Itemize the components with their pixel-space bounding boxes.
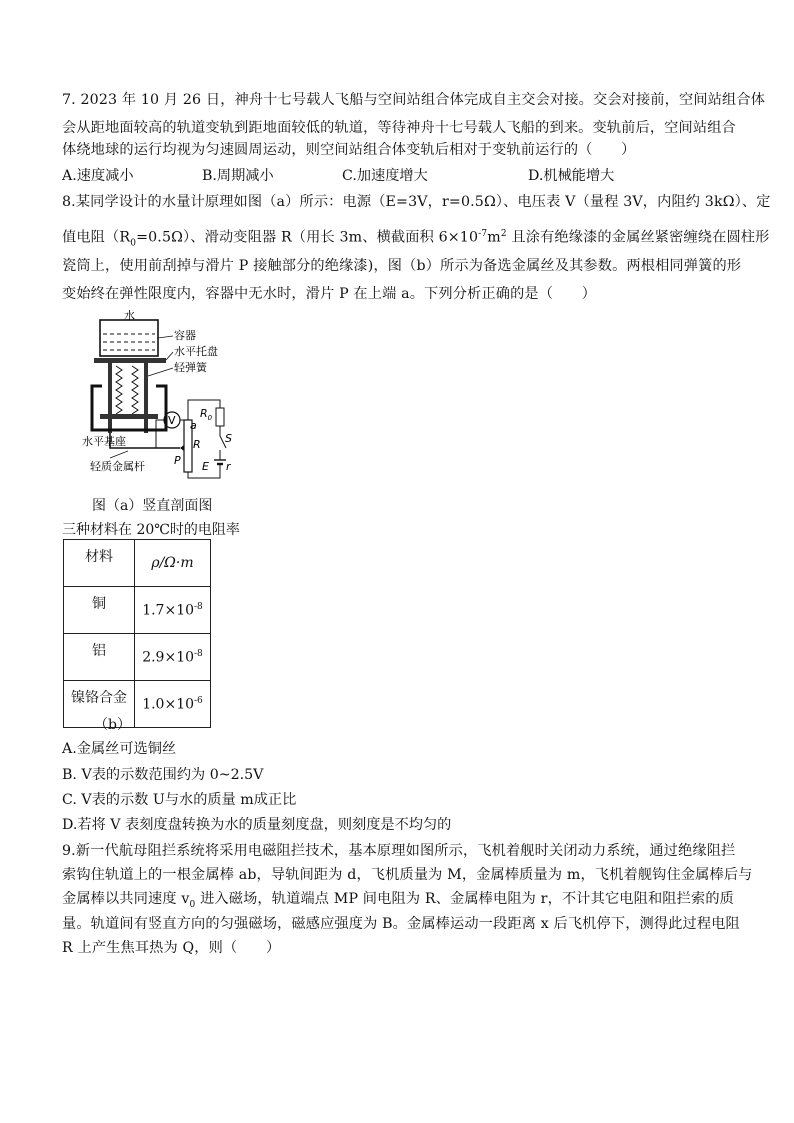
q7-option-d[interactable]: D.机械能增大	[528, 168, 615, 184]
resistor-r0	[216, 408, 224, 426]
container-outline	[100, 320, 158, 356]
q8-line2-part-c: m	[487, 229, 501, 246]
label-container: 容器	[174, 329, 196, 342]
material-aluminum: 铝	[64, 634, 135, 681]
leader-tray	[166, 352, 173, 360]
q7-stem-line2: 会从距地面较高的轨道变轨到距地面较低的轨道，等待神舟十七号载人飞船的到来。变轨前后，空间站组合	[62, 120, 736, 136]
q8-stem-line1: 8.某同学设计的水量计原理如图（a）所示：电源（E=3V，r=0.5Ω）、电压表 V（量程 3V，内阻约 3kΩ）、定	[62, 194, 771, 210]
table-header-row	[64, 540, 211, 587]
label-rod: 轻质金属杆	[90, 460, 145, 473]
label-tray: 水平托盘	[174, 345, 218, 358]
q8-line2-part-a: 值电阻（R	[62, 229, 131, 246]
figure-caption: 图（a）竖直剖面图	[92, 498, 213, 514]
rho-copper-exp: -8	[194, 601, 203, 612]
slider-p	[180, 445, 184, 451]
q8-line2-exp2: 2	[500, 229, 507, 239]
q8-line2-sub: 0	[130, 238, 137, 249]
q8-line2-exp: -7	[478, 229, 488, 239]
label-base: 水平基座	[82, 435, 126, 448]
q8-choice-b[interactable]: B. V表的示数范围约为 0~2.5V	[62, 767, 264, 783]
rho-nichrome-mantissa: 1.0×10	[142, 696, 195, 713]
material-nichrome: 镍铬合金	[64, 681, 135, 728]
q8-stem-line3: 瓷筒上，使用前刮掉与滑片 P 接触部分的绝缘漆)，图（b）所示为备选金属丝及其参数。两根相同弹簧的形	[62, 258, 742, 274]
horizontal-base	[92, 386, 166, 430]
rho-copper	[135, 587, 211, 634]
rho-copper-mantissa: 1.7×10	[142, 602, 195, 619]
table-row	[64, 634, 211, 681]
q8-choice-a[interactable]: A.金属丝可选铜丝	[62, 741, 177, 757]
q8-stem-line2	[62, 224, 770, 254]
q7-stem-line1: 7. 2023 年 10 月 26 日，神舟十七号载人飞船与空间站组合体完成自主交会对接。交会对接前，空间站组合体	[62, 92, 766, 108]
label-voltmeter: V	[168, 414, 176, 427]
q7-option-c[interactable]: C.加速度增大	[342, 168, 428, 184]
leader-rod	[110, 451, 128, 458]
q8-choice-d[interactable]: D.若将 V 表刻度盘转换为水的质量刻度盘，则刻度是不均匀的	[62, 817, 452, 833]
rod-left	[108, 363, 112, 433]
q9-stem-line5: R 上产生焦耳热为 Q，则（ ）	[62, 940, 281, 956]
q7-option-a[interactable]: A.速度减小	[62, 168, 134, 184]
table-caption: （b）	[94, 717, 131, 733]
q7-stem-line3: 体绕地球的运行均视为匀速圆周运动，则空间站组合体变轨后相对于变轨前运行的（ ）	[62, 142, 636, 158]
q9-stem-line1: 9.新一代航母阻拦系统将采用电磁阻拦技术，基本原理如图所示，飞机着舰时关闭动力系统，通过绝缘阻拦	[62, 843, 736, 859]
q9-line3-part-b: 进入磁场，轨道端点 MP 间电阻为 R、金属棒电阻为 r，不计其它电阻和阻拦索的质	[195, 891, 734, 907]
header-rho	[135, 540, 211, 587]
base-plate	[100, 414, 158, 419]
rho-aluminum-exp: -8	[194, 648, 203, 659]
label-r-internal: r	[226, 460, 231, 473]
label-e: E	[202, 460, 209, 473]
water-meter-diagram	[82, 308, 258, 496]
label-p: P	[174, 454, 181, 467]
horizontal-tray	[94, 358, 166, 363]
rho-aluminum	[135, 634, 211, 681]
leader-container	[158, 336, 173, 338]
q9-line3-part-a: 金属棒以共同速度 v	[62, 891, 190, 907]
material-copper: 铜	[64, 587, 135, 634]
header-material: 材料	[64, 540, 135, 587]
q7-option-b[interactable]: B.周期减小	[202, 168, 274, 184]
label-water: 水	[124, 309, 135, 322]
leader-spring	[148, 368, 173, 376]
label-r: R	[193, 438, 201, 451]
table-row	[64, 681, 211, 728]
rho-nichrome	[135, 681, 211, 728]
spring-left	[116, 366, 122, 414]
q8-line2-part-d: 且涂有绝缘漆的金属丝紧密缠绕在圆柱形	[506, 229, 770, 246]
q9-stem-line3	[62, 889, 734, 915]
voltmeter-wire-left	[156, 420, 164, 448]
rho-nichrome-exp: -6	[194, 695, 203, 706]
rod-right	[144, 363, 148, 433]
table-row	[64, 587, 211, 634]
rho-aluminum-mantissa: 2.9×10	[142, 649, 195, 666]
q8-line2-part-b: =0.5Ω）、滑动变阻器 R（用长 3m、横截面积 6×10	[136, 229, 479, 246]
label-spring: 轻弹簧	[174, 361, 207, 374]
q8-stem-line4: 变始终在弹性限度内，容器中无水时，滑片 P 在上端 a。下列分析正确的是（ ）	[62, 286, 597, 302]
label-a: a	[190, 419, 197, 432]
q8-choice-c[interactable]: C. V表的示数 U与水的质量 m成正比	[62, 792, 297, 808]
label-r0: $R_0$	[200, 407, 213, 422]
q9-line3-sub: 0	[189, 899, 196, 910]
table-title: 三种材料在 20℃时的电阻率	[62, 522, 240, 538]
q9-stem-line2: 索钩住轨道上的一根金属棒 ab，导轨间距为 d，飞机质量为 M，金属棒质量为 m，飞机着舰钩住金属棒后与	[62, 867, 753, 883]
label-s: S	[225, 432, 232, 445]
resistivity-table	[63, 539, 211, 728]
header-rho-text: ρ/Ω·m	[151, 555, 194, 571]
q9-stem-line4: 量。轨道间有竖直方向的匀强磁场，磁感应强度为 B。金属棒运动一段距离 x 后飞机停下，测得此过程电阻	[62, 916, 740, 932]
spring-right	[132, 366, 138, 414]
